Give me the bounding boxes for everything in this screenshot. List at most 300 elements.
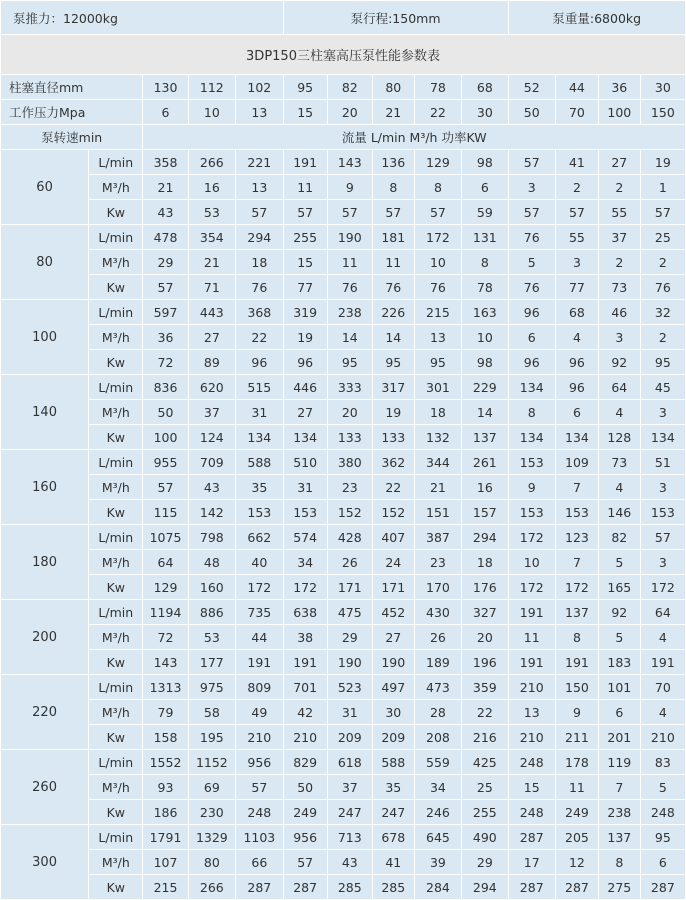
flow-m3h-value: 4 bbox=[640, 700, 685, 725]
flow-m3h-value: 2 bbox=[555, 175, 598, 200]
flow-lmin-value: 662 bbox=[236, 525, 284, 550]
power-kw-value: 57 bbox=[414, 200, 461, 225]
unit-label: Kw bbox=[89, 425, 143, 450]
flow-m3h-value: 28 bbox=[414, 700, 461, 725]
table-row bbox=[1, 350, 686, 375]
flow-m3h-value: 10 bbox=[462, 325, 508, 350]
flow-lmin-value: 226 bbox=[372, 300, 414, 325]
flow-m3h-value: 93 bbox=[143, 775, 188, 800]
power-kw-value: 95 bbox=[640, 350, 685, 375]
flow-lmin-value: 475 bbox=[327, 600, 372, 625]
pressure-value: 13 bbox=[236, 100, 284, 125]
flow-lmin-value: 359 bbox=[462, 675, 508, 700]
power-kw-value: 216 bbox=[462, 725, 508, 750]
power-kw-value: 146 bbox=[598, 500, 640, 525]
unit-label: M³/h bbox=[89, 400, 143, 425]
pressure-row bbox=[1, 100, 686, 125]
flow-lmin-value: 368 bbox=[236, 300, 284, 325]
flow-m3h-value: 6 bbox=[555, 400, 598, 425]
rpm-cell: 160 bbox=[1, 450, 89, 525]
power-kw-value: 76 bbox=[640, 275, 685, 300]
flow-lmin-value: 829 bbox=[283, 750, 327, 775]
flow-lmin-value: 76 bbox=[508, 225, 555, 250]
flow-lmin-value: 287 bbox=[508, 825, 555, 850]
flow-lmin-value: 83 bbox=[640, 750, 685, 775]
flow-lmin-value: 98 bbox=[462, 150, 508, 175]
unit-label: Kw bbox=[89, 650, 143, 675]
flow-lmin-value: 327 bbox=[462, 600, 508, 625]
unit-label: L/min bbox=[89, 675, 143, 700]
diameter-value: 52 bbox=[508, 75, 555, 100]
unit-label: M³/h bbox=[89, 550, 143, 575]
power-kw-value: 190 bbox=[372, 650, 414, 675]
flow-lmin-value: 134 bbox=[508, 375, 555, 400]
power-kw-value: 284 bbox=[414, 875, 461, 900]
flow-lmin-value: 428 bbox=[327, 525, 372, 550]
unit-label: L/min bbox=[89, 450, 143, 475]
power-kw-value: 143 bbox=[143, 650, 188, 675]
table-row bbox=[1, 475, 686, 500]
power-kw-value: 176 bbox=[462, 575, 508, 600]
flow-lmin-value: 301 bbox=[414, 375, 461, 400]
flow-m3h-value: 53 bbox=[188, 625, 235, 650]
power-kw-value: 129 bbox=[143, 575, 188, 600]
flow-m3h-value: 7 bbox=[555, 475, 598, 500]
power-kw-value: 96 bbox=[283, 350, 327, 375]
table-row bbox=[1, 450, 686, 475]
power-kw-value: 209 bbox=[327, 725, 372, 750]
flow-lmin-value: 709 bbox=[188, 450, 235, 475]
power-kw-value: 186 bbox=[143, 800, 188, 825]
power-kw-value: 133 bbox=[327, 425, 372, 450]
flow-m3h-value: 18 bbox=[414, 400, 461, 425]
flow-m3h-value: 27 bbox=[283, 400, 327, 425]
flow-lmin-value: 354 bbox=[188, 225, 235, 250]
flow-m3h-value: 17 bbox=[508, 850, 555, 875]
flow-lmin-value: 473 bbox=[414, 675, 461, 700]
power-kw-value: 170 bbox=[414, 575, 461, 600]
unit-label: L/min bbox=[89, 300, 143, 325]
power-kw-value: 266 bbox=[188, 875, 235, 900]
diameter-label: 柱塞直径mm bbox=[1, 75, 143, 100]
table-row bbox=[1, 750, 686, 775]
flow-lmin-value: 956 bbox=[283, 825, 327, 850]
flow-lmin-value: 510 bbox=[283, 450, 327, 475]
flow-m3h-value: 8 bbox=[462, 250, 508, 275]
power-kw-value: 172 bbox=[555, 575, 598, 600]
flow-m3h-value: 5 bbox=[598, 625, 640, 650]
flow-m3h-value: 50 bbox=[283, 775, 327, 800]
flow-m3h-value: 4 bbox=[598, 400, 640, 425]
power-kw-value: 96 bbox=[508, 350, 555, 375]
table-row bbox=[1, 700, 686, 725]
flow-lmin-value: 678 bbox=[372, 825, 414, 850]
unit-label: M³/h bbox=[89, 700, 143, 725]
unit-label: L/min bbox=[89, 225, 143, 250]
flow-lmin-value: 294 bbox=[236, 225, 284, 250]
table-row bbox=[1, 200, 686, 225]
flow-m3h-value: 21 bbox=[188, 250, 235, 275]
flow-m3h-value: 27 bbox=[372, 625, 414, 650]
power-kw-value: 96 bbox=[555, 350, 598, 375]
flow-m3h-value: 8 bbox=[414, 175, 461, 200]
flow-lmin-value: 181 bbox=[372, 225, 414, 250]
power-kw-value: 92 bbox=[598, 350, 640, 375]
flow-m3h-value: 18 bbox=[236, 250, 284, 275]
flow-lmin-value: 294 bbox=[462, 525, 508, 550]
pressure-value: 15 bbox=[283, 100, 327, 125]
flow-m3h-value: 57 bbox=[236, 775, 284, 800]
flow-m3h-value: 19 bbox=[372, 400, 414, 425]
flow-m3h-value: 8 bbox=[598, 850, 640, 875]
pressure-value: 20 bbox=[327, 100, 372, 125]
table-row bbox=[1, 850, 686, 875]
flow-m3h-value: 14 bbox=[462, 400, 508, 425]
power-kw-value: 57 bbox=[640, 200, 685, 225]
flow-m3h-value: 107 bbox=[143, 850, 188, 875]
power-kw-value: 124 bbox=[188, 425, 235, 450]
power-kw-value: 215 bbox=[143, 875, 188, 900]
pressure-value: 6 bbox=[143, 100, 188, 125]
flow-lmin-value: 713 bbox=[327, 825, 372, 850]
flow-lmin-value: 238 bbox=[327, 300, 372, 325]
flow-lmin-value: 109 bbox=[555, 450, 598, 475]
power-kw-value: 248 bbox=[640, 800, 685, 825]
flow-m3h-value: 23 bbox=[414, 550, 461, 575]
power-kw-value: 171 bbox=[327, 575, 372, 600]
power-kw-value: 177 bbox=[188, 650, 235, 675]
flow-m3h-value: 35 bbox=[372, 775, 414, 800]
power-kw-value: 172 bbox=[236, 575, 284, 600]
flow-lmin-value: 255 bbox=[283, 225, 327, 250]
flow-lmin-value: 27 bbox=[598, 150, 640, 175]
unit-label: Kw bbox=[89, 200, 143, 225]
flow-m3h-value: 66 bbox=[236, 850, 284, 875]
flow-m3h-value: 19 bbox=[283, 325, 327, 350]
flow-m3h-value: 2 bbox=[598, 250, 640, 275]
rpm-cell: 200 bbox=[1, 600, 89, 675]
flow-lmin-value: 452 bbox=[372, 600, 414, 625]
power-kw-value: 57 bbox=[283, 200, 327, 225]
flow-m3h-value: 6 bbox=[598, 700, 640, 725]
power-kw-value: 59 bbox=[462, 200, 508, 225]
diameter-value: 68 bbox=[462, 75, 508, 100]
power-kw-value: 201 bbox=[598, 725, 640, 750]
flow-lmin-value: 1329 bbox=[188, 825, 235, 850]
flow-m3h-value: 38 bbox=[283, 625, 327, 650]
flow-m3h-value: 13 bbox=[508, 700, 555, 725]
flow-m3h-value: 11 bbox=[327, 250, 372, 275]
unit-label: M³/h bbox=[89, 625, 143, 650]
flow-lmin-value: 19 bbox=[640, 150, 685, 175]
flow-m3h-value: 40 bbox=[236, 550, 284, 575]
diameter-value: 95 bbox=[283, 75, 327, 100]
flow-m3h-value: 50 bbox=[143, 400, 188, 425]
pressure-label: 工作压力Mpa bbox=[1, 100, 143, 125]
table-row bbox=[1, 425, 686, 450]
flow-lmin-value: 836 bbox=[143, 375, 188, 400]
power-kw-value: 191 bbox=[283, 650, 327, 675]
power-kw-value: 210 bbox=[508, 725, 555, 750]
power-kw-value: 248 bbox=[508, 800, 555, 825]
flow-m3h-value: 18 bbox=[462, 550, 508, 575]
flow-lmin-value: 190 bbox=[327, 225, 372, 250]
flow-lmin-value: 261 bbox=[462, 450, 508, 475]
power-kw-value: 134 bbox=[236, 425, 284, 450]
flow-lmin-value: 975 bbox=[188, 675, 235, 700]
flow-m3h-value: 25 bbox=[462, 775, 508, 800]
flow-m3h-value: 3 bbox=[640, 400, 685, 425]
power-kw-value: 238 bbox=[598, 800, 640, 825]
table-row bbox=[1, 325, 686, 350]
unit-label: Kw bbox=[89, 350, 143, 375]
flow-m3h-value: 37 bbox=[188, 400, 235, 425]
power-kw-value: 210 bbox=[640, 725, 685, 750]
flow-m3h-value: 3 bbox=[640, 475, 685, 500]
power-kw-value: 57 bbox=[143, 275, 188, 300]
unit-label: M³/h bbox=[89, 325, 143, 350]
flow-lmin-value: 597 bbox=[143, 300, 188, 325]
flow-lmin-value: 129 bbox=[414, 150, 461, 175]
power-kw-value: 57 bbox=[372, 200, 414, 225]
flow-m3h-value: 15 bbox=[508, 775, 555, 800]
flow-m3h-value: 3 bbox=[555, 250, 598, 275]
power-kw-value: 132 bbox=[414, 425, 461, 450]
flow-lmin-value: 319 bbox=[283, 300, 327, 325]
power-kw-value: 153 bbox=[283, 500, 327, 525]
power-kw-value: 191 bbox=[236, 650, 284, 675]
power-kw-value: 191 bbox=[508, 650, 555, 675]
unit-label: L/min bbox=[89, 600, 143, 625]
stroke-cell: 泵行程:150mm bbox=[283, 1, 508, 35]
flow-m3h-value: 79 bbox=[143, 700, 188, 725]
flow-lmin-value: 701 bbox=[283, 675, 327, 700]
power-kw-value: 285 bbox=[327, 875, 372, 900]
power-kw-value: 153 bbox=[640, 500, 685, 525]
table-row bbox=[1, 575, 686, 600]
flow-lmin-value: 362 bbox=[372, 450, 414, 475]
pressure-value: 50 bbox=[508, 100, 555, 125]
flow-lmin-value: 143 bbox=[327, 150, 372, 175]
power-kw-value: 134 bbox=[508, 425, 555, 450]
flow-lmin-value: 574 bbox=[283, 525, 327, 550]
power-kw-value: 76 bbox=[327, 275, 372, 300]
unit-label: L/min bbox=[89, 375, 143, 400]
unit-label: M³/h bbox=[89, 775, 143, 800]
flow-m3h-value: 2 bbox=[598, 175, 640, 200]
flow-m3h-value: 9 bbox=[327, 175, 372, 200]
flow-label: 流量 L/min M³/h 功率KW bbox=[143, 125, 686, 150]
table-row bbox=[1, 875, 686, 900]
flow-lmin-value: 92 bbox=[598, 600, 640, 625]
flow-m3h-value: 4 bbox=[640, 625, 685, 650]
flow-m3h-value: 48 bbox=[188, 550, 235, 575]
flow-m3h-value: 10 bbox=[414, 250, 461, 275]
unit-label: Kw bbox=[89, 500, 143, 525]
power-kw-value: 152 bbox=[372, 500, 414, 525]
flow-m3h-value: 5 bbox=[508, 250, 555, 275]
flow-m3h-value: 13 bbox=[236, 175, 284, 200]
pressure-value: 22 bbox=[414, 100, 461, 125]
power-kw-value: 209 bbox=[372, 725, 414, 750]
flow-lmin-value: 588 bbox=[236, 450, 284, 475]
flow-lmin-value: 735 bbox=[236, 600, 284, 625]
flow-lmin-value: 523 bbox=[327, 675, 372, 700]
flow-lmin-value: 136 bbox=[372, 150, 414, 175]
flow-m3h-value: 44 bbox=[236, 625, 284, 650]
rpm-cell: 140 bbox=[1, 375, 89, 450]
power-kw-value: 77 bbox=[283, 275, 327, 300]
power-kw-value: 76 bbox=[508, 275, 555, 300]
pressure-value: 150 bbox=[640, 100, 685, 125]
flow-m3h-value: 9 bbox=[508, 475, 555, 500]
power-kw-value: 134 bbox=[640, 425, 685, 450]
flow-lmin-value: 425 bbox=[462, 750, 508, 775]
flow-m3h-value: 9 bbox=[555, 700, 598, 725]
flow-m3h-value: 21 bbox=[414, 475, 461, 500]
unit-label: Kw bbox=[89, 875, 143, 900]
flow-lmin-value: 588 bbox=[372, 750, 414, 775]
table-row bbox=[1, 550, 686, 575]
power-kw-value: 153 bbox=[508, 500, 555, 525]
power-kw-value: 95 bbox=[327, 350, 372, 375]
flow-m3h-value: 23 bbox=[327, 475, 372, 500]
power-kw-value: 43 bbox=[143, 200, 188, 225]
flow-m3h-value: 20 bbox=[327, 400, 372, 425]
flow-m3h-value: 31 bbox=[283, 475, 327, 500]
flow-lmin-value: 37 bbox=[598, 225, 640, 250]
table-row bbox=[1, 625, 686, 650]
flow-m3h-value: 31 bbox=[327, 700, 372, 725]
diameter-value: 36 bbox=[598, 75, 640, 100]
flow-m3h-value: 5 bbox=[598, 550, 640, 575]
power-kw-value: 57 bbox=[555, 200, 598, 225]
flow-m3h-value: 13 bbox=[414, 325, 461, 350]
pressure-value: 30 bbox=[462, 100, 508, 125]
power-kw-value: 152 bbox=[327, 500, 372, 525]
power-kw-value: 210 bbox=[236, 725, 284, 750]
flow-lmin-value: 248 bbox=[508, 750, 555, 775]
flow-lmin-value: 210 bbox=[508, 675, 555, 700]
flow-lmin-value: 191 bbox=[508, 600, 555, 625]
speed-label: 泵转速min bbox=[1, 125, 143, 150]
flow-lmin-value: 229 bbox=[462, 375, 508, 400]
table-row bbox=[1, 250, 686, 275]
pressure-value: 10 bbox=[188, 100, 235, 125]
flow-m3h-value: 22 bbox=[462, 700, 508, 725]
flow-lmin-value: 46 bbox=[598, 300, 640, 325]
rpm-cell: 220 bbox=[1, 675, 89, 750]
flow-m3h-value: 16 bbox=[188, 175, 235, 200]
flow-lmin-value: 45 bbox=[640, 375, 685, 400]
flow-lmin-value: 266 bbox=[188, 150, 235, 175]
table-row bbox=[1, 175, 686, 200]
flow-lmin-value: 490 bbox=[462, 825, 508, 850]
flow-lmin-value: 317 bbox=[372, 375, 414, 400]
flow-lmin-value: 1552 bbox=[143, 750, 188, 775]
flow-m3h-value: 26 bbox=[414, 625, 461, 650]
flow-lmin-value: 387 bbox=[414, 525, 461, 550]
flow-m3h-value: 6 bbox=[462, 175, 508, 200]
diameter-value: 30 bbox=[640, 75, 685, 100]
unit-label: Kw bbox=[89, 275, 143, 300]
power-kw-value: 71 bbox=[188, 275, 235, 300]
power-kw-value: 153 bbox=[555, 500, 598, 525]
flow-m3h-value: 2 bbox=[640, 325, 685, 350]
flow-lmin-value: 955 bbox=[143, 450, 188, 475]
power-kw-value: 55 bbox=[598, 200, 640, 225]
flow-lmin-value: 172 bbox=[414, 225, 461, 250]
diameter-value: 130 bbox=[143, 75, 188, 100]
flow-m3h-value: 29 bbox=[143, 250, 188, 275]
flow-m3h-value: 7 bbox=[598, 775, 640, 800]
table-row bbox=[1, 800, 686, 825]
flow-m3h-value: 30 bbox=[372, 700, 414, 725]
power-kw-value: 134 bbox=[555, 425, 598, 450]
flow-m3h-value: 11 bbox=[372, 250, 414, 275]
flow-lmin-value: 55 bbox=[555, 225, 598, 250]
power-kw-value: 275 bbox=[598, 875, 640, 900]
flow-lmin-value: 446 bbox=[283, 375, 327, 400]
flow-lmin-value: 215 bbox=[414, 300, 461, 325]
power-kw-value: 294 bbox=[462, 875, 508, 900]
flow-m3h-value: 39 bbox=[414, 850, 461, 875]
flow-lmin-value: 96 bbox=[555, 375, 598, 400]
flow-m3h-value: 2 bbox=[640, 250, 685, 275]
power-kw-value: 98 bbox=[462, 350, 508, 375]
flow-m3h-value: 8 bbox=[508, 400, 555, 425]
flow-lmin-value: 1313 bbox=[143, 675, 188, 700]
flow-lmin-value: 57 bbox=[508, 150, 555, 175]
flow-m3h-value: 10 bbox=[508, 550, 555, 575]
flow-lmin-value: 344 bbox=[414, 450, 461, 475]
flow-m3h-value: 4 bbox=[598, 475, 640, 500]
flow-lmin-value: 172 bbox=[508, 525, 555, 550]
power-kw-value: 158 bbox=[143, 725, 188, 750]
flow-m3h-value: 57 bbox=[283, 850, 327, 875]
flow-lmin-value: 205 bbox=[555, 825, 598, 850]
power-kw-value: 255 bbox=[462, 800, 508, 825]
power-kw-value: 287 bbox=[555, 875, 598, 900]
flow-lmin-value: 886 bbox=[188, 600, 235, 625]
power-kw-value: 76 bbox=[414, 275, 461, 300]
flow-m3h-value: 11 bbox=[508, 625, 555, 650]
diameter-value: 80 bbox=[372, 75, 414, 100]
flow-lmin-value: 645 bbox=[414, 825, 461, 850]
diameter-value: 102 bbox=[236, 75, 284, 100]
unit-label: M³/h bbox=[89, 175, 143, 200]
pressure-value: 21 bbox=[372, 100, 414, 125]
power-kw-value: 287 bbox=[640, 875, 685, 900]
flow-lmin-value: 70 bbox=[640, 675, 685, 700]
table-title: 3DP150三柱塞高压泵性能参数表 bbox=[1, 35, 686, 75]
flow-m3h-value: 14 bbox=[372, 325, 414, 350]
flow-m3h-value: 49 bbox=[236, 700, 284, 725]
pressure-value: 100 bbox=[598, 100, 640, 125]
flow-lmin-value: 956 bbox=[236, 750, 284, 775]
flow-m3h-value: 80 bbox=[188, 850, 235, 875]
table-row bbox=[1, 375, 686, 400]
power-kw-value: 115 bbox=[143, 500, 188, 525]
flow-lmin-value: 559 bbox=[414, 750, 461, 775]
rpm-cell: 100 bbox=[1, 300, 89, 375]
power-kw-value: 285 bbox=[372, 875, 414, 900]
table-row bbox=[1, 825, 686, 850]
flow-lmin-value: 82 bbox=[598, 525, 640, 550]
power-kw-value: 171 bbox=[372, 575, 414, 600]
diameter-value: 82 bbox=[327, 75, 372, 100]
power-kw-value: 210 bbox=[283, 725, 327, 750]
